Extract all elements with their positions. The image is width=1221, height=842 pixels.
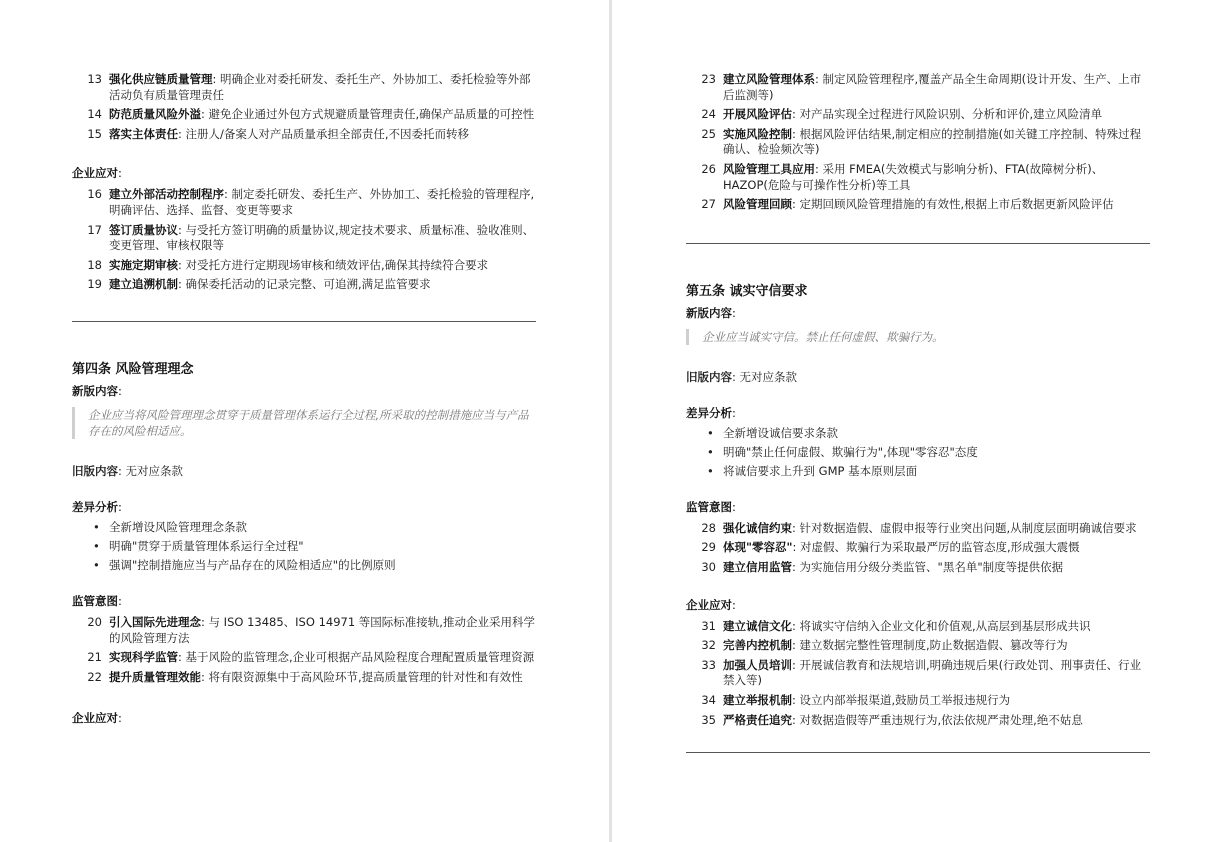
item-title: 严格责任追究 — [723, 712, 792, 727]
list-item — [72, 107, 536, 123]
numbered-list — [72, 615, 536, 685]
list-item — [72, 650, 536, 666]
list-item — [72, 127, 536, 143]
item-title: 引入国际先进理念 — [109, 614, 201, 629]
item-text: : 设立内部举报渠道,鼓励员工举报违规行为 — [792, 692, 1011, 707]
item-number: 34 — [701, 692, 716, 707]
item-title: 提升质量管理效能 — [109, 669, 201, 684]
item-title: 建立追溯机制 — [109, 277, 178, 292]
item-text: : 开展诚信教育和法规培训,明确违规后果(行政处罚、刑事责任、行业禁入等) — [723, 657, 1142, 688]
list-item — [686, 162, 1150, 193]
item-number: 25 — [701, 126, 716, 141]
section-title: 第五条 诚实守信要求 — [686, 283, 808, 299]
list-item — [686, 72, 1150, 103]
left-page — [0, 0, 609, 842]
quote-block: 企业应当诚实守信。禁止任何虚假、欺骗行为。 — [686, 329, 1150, 345]
list-item — [686, 713, 1150, 729]
list-item — [72, 258, 536, 274]
item-number: 16 — [87, 187, 102, 202]
item-title: 风险管理回顾 — [723, 197, 792, 212]
quote-block: 企业应当将风险管理理念贯穿于质量管理体系运行全过程,所采取的控制措施应当与产品存在的风险相适应。 — [72, 407, 536, 439]
item-text: : 为实施信用分级分类监管、"黑名单"制度等提供依据 — [792, 559, 1064, 574]
item-number: 17 — [87, 222, 102, 237]
section-label: 监管意图: — [686, 499, 736, 514]
bullet-item: • 将诚信要求上升到 GMP 基本原则层面 — [686, 463, 1150, 479]
item-number: 21 — [87, 650, 102, 665]
item-number: 18 — [87, 257, 102, 272]
item-title: 实施风险控制 — [723, 126, 792, 141]
list-item — [686, 540, 1150, 556]
label-text: 旧版内容 — [72, 463, 118, 478]
item-number: 35 — [701, 712, 716, 727]
list-item — [686, 127, 1150, 158]
list-item — [686, 107, 1150, 123]
item-number: 13 — [87, 72, 102, 86]
item-number: 28 — [701, 520, 716, 535]
label-text: 企业应对 — [72, 711, 118, 726]
list-item — [686, 638, 1150, 654]
item-number: 30 — [701, 559, 716, 574]
item-text: : 与受托方签订明确的质量协议,规定技术要求、质量标准、验收准则、变更管理、审核权限等 — [109, 222, 535, 253]
old-version-text: 无对应条款 — [125, 463, 184, 478]
section-label: 新版内容: — [72, 383, 122, 398]
left-page-content — [72, 72, 536, 726]
section-label: 监管意图: — [72, 593, 122, 608]
item-number: 27 — [701, 197, 716, 212]
item-text: : 针对数据造假、虚假申报等行业突出问题,从制度层面明确诚信要求 — [792, 520, 1137, 535]
old-version-line: 旧版内容: 无对应条款 — [686, 369, 798, 384]
item-text: : 采用 FMEA(失效模式与影响分析)、FTA(故障树分析)、HAZOP(危险与可操作性分析)等工具 — [723, 161, 1104, 192]
item-title: 签订质量协议 — [109, 222, 178, 237]
label-text: 监管意图 — [686, 499, 732, 514]
item-title: 落实主体责任 — [109, 126, 178, 141]
item-title: 建立风险管理体系 — [723, 72, 815, 86]
item-number: 24 — [701, 107, 716, 122]
label-text: 监管意图 — [72, 593, 118, 608]
item-number: 22 — [87, 669, 102, 684]
label-text: 企业应对 — [72, 166, 118, 181]
bullet-item: • 明确"禁止任何虚假、欺骗行为",体现"零容忍"态度 — [686, 444, 1150, 460]
item-number: 15 — [87, 126, 102, 141]
section-label: 差异分析: — [686, 405, 736, 420]
section-label: 新版内容: — [686, 305, 736, 320]
item-text: : 建立数据完整性管理制度,防止数据造假、篡改等行为 — [792, 638, 1068, 653]
list-item — [686, 560, 1150, 576]
item-number: 31 — [701, 618, 716, 633]
item-title: 加强人员培训 — [723, 657, 792, 672]
label-text: 企业应对 — [686, 597, 732, 612]
list-item — [72, 670, 536, 686]
item-title: 开展风险评估 — [723, 107, 792, 122]
section-label: 差异分析: — [72, 499, 122, 514]
label-text: 差异分析 — [686, 405, 732, 420]
numbered-list — [72, 72, 536, 142]
list-item — [686, 521, 1150, 537]
item-number: 33 — [701, 657, 716, 672]
list-item — [72, 615, 536, 646]
label-text: 旧版内容 — [686, 369, 732, 384]
item-text: : 对受托方进行定期现场审核和绩效评估,确保其持续符合要求 — [178, 257, 489, 272]
item-text: : 确保委托活动的记录完整、可追溯,满足监管要求 — [178, 277, 431, 292]
item-title: 强化供应链质量管理 — [109, 72, 213, 86]
item-number: 29 — [701, 540, 716, 555]
item-title: 建立诚信文化 — [723, 618, 792, 633]
item-title: 体现"零容忍" — [723, 540, 793, 555]
item-title: 风险管理工具应用 — [723, 161, 815, 176]
right-page-content — [686, 72, 1150, 753]
old-version-line: 旧版内容: 无对应条款 — [72, 463, 184, 478]
item-text: : 注册人/备案人对产品质量承担全部责任,不因委托而转移 — [178, 126, 470, 141]
list-item — [686, 693, 1150, 709]
item-text: : 定期回顾风险管理措施的有效性,根据上市后数据更新风险评估 — [792, 197, 1114, 212]
list-item — [686, 619, 1150, 635]
item-title: 强化诚信约束 — [723, 520, 792, 535]
numbered-list — [686, 619, 1150, 729]
list-item — [686, 658, 1150, 689]
item-title: 实现科学监管 — [109, 650, 178, 665]
item-text: : 避免企业通过外包方式规避质量管理责任,确保产品质量的可控性 — [201, 107, 535, 122]
divider — [686, 752, 1150, 753]
bullet-item: • 强调"控制措施应当与产品存在的风险相适应"的比例原则 — [72, 557, 536, 573]
bullet-list — [686, 425, 1150, 479]
item-text: : 制定风险管理程序,覆盖产品全生命周期(设计开发、生产、上市后监测等) — [723, 72, 1142, 102]
item-title: 完善内控机制 — [723, 638, 792, 653]
item-text: : 将诚实守信纳入企业文化和价值观,从高层到基层形成共识 — [792, 618, 1091, 633]
label-text: 新版内容 — [72, 383, 118, 398]
list-item — [72, 223, 536, 254]
bullet-list — [72, 519, 536, 573]
section-title: 第四条 风险管理理念 — [72, 361, 194, 377]
numbered-list — [72, 187, 536, 293]
list-item — [72, 187, 536, 218]
item-number: 26 — [701, 161, 716, 176]
item-text: : 与 ISO 13485、ISO 14971 等国际标准接轨,推动企业采用科学的风险管理方法 — [109, 614, 535, 645]
item-number: 23 — [701, 72, 716, 86]
item-number: 32 — [701, 638, 716, 653]
label-text: 差异分析 — [72, 499, 118, 514]
numbered-list — [686, 521, 1150, 576]
list-item — [72, 277, 536, 293]
list-item — [686, 197, 1150, 213]
bullet-item: • 全新增设诚信要求条款 — [686, 425, 1150, 441]
item-text: : 根据风险评估结果,制定相应的控制措施(如关键工序控制、特殊过程确认、检验频次等) — [723, 126, 1142, 157]
item-title: 建立举报机制 — [723, 692, 792, 707]
old-version-text: 无对应条款 — [739, 369, 798, 384]
item-number: 14 — [87, 107, 102, 122]
item-title: 防范质量风险外溢 — [109, 107, 201, 122]
list-item — [72, 72, 536, 103]
item-text: : 将有限资源集中于高风险环节,提高质量管理的针对性和有效性 — [201, 669, 523, 684]
item-title: 建立信用监管 — [723, 559, 792, 574]
item-text: : 制定委托研发、委托生产、外协加工、委托检验的管理程序,明确评估、选择、监督、变更等要求 — [109, 187, 535, 217]
item-number: 19 — [87, 277, 102, 292]
item-text: : 对产品实现全过程进行风险识别、分析和评价,建立风险清单 — [792, 107, 1103, 122]
right-page — [612, 0, 1221, 842]
numbered-list — [686, 72, 1150, 213]
item-text: : 对数据造假等严重违规行为,依法依规严肃处理,绝不姑息 — [792, 712, 1083, 727]
item-text: : 基于风险的监管理念,企业可根据产品风险程度合理配置质量管理资源 — [178, 650, 535, 665]
label-text: 新版内容 — [686, 305, 732, 320]
section-label: 企业应对: — [72, 711, 122, 726]
section-label: 企业应对: — [686, 597, 736, 612]
section-label: 企业应对: — [72, 166, 122, 181]
item-title: 建立外部活动控制程序 — [109, 187, 224, 202]
item-number: 20 — [87, 614, 102, 629]
item-text: : 明确企业对委托研发、委托生产、外协加工、委托检验等外部活动负有质量管理责任 — [109, 72, 531, 102]
bullet-item: • 明确"贯穿于质量管理体系运行全过程" — [72, 538, 536, 554]
item-title: 实施定期审核 — [109, 257, 178, 272]
bullet-item: • 全新增设风险管理理念条款 — [72, 519, 536, 535]
item-text: : 对虚假、欺骗行为采取最严厉的监管态度,形成强大震慑 — [792, 540, 1080, 555]
